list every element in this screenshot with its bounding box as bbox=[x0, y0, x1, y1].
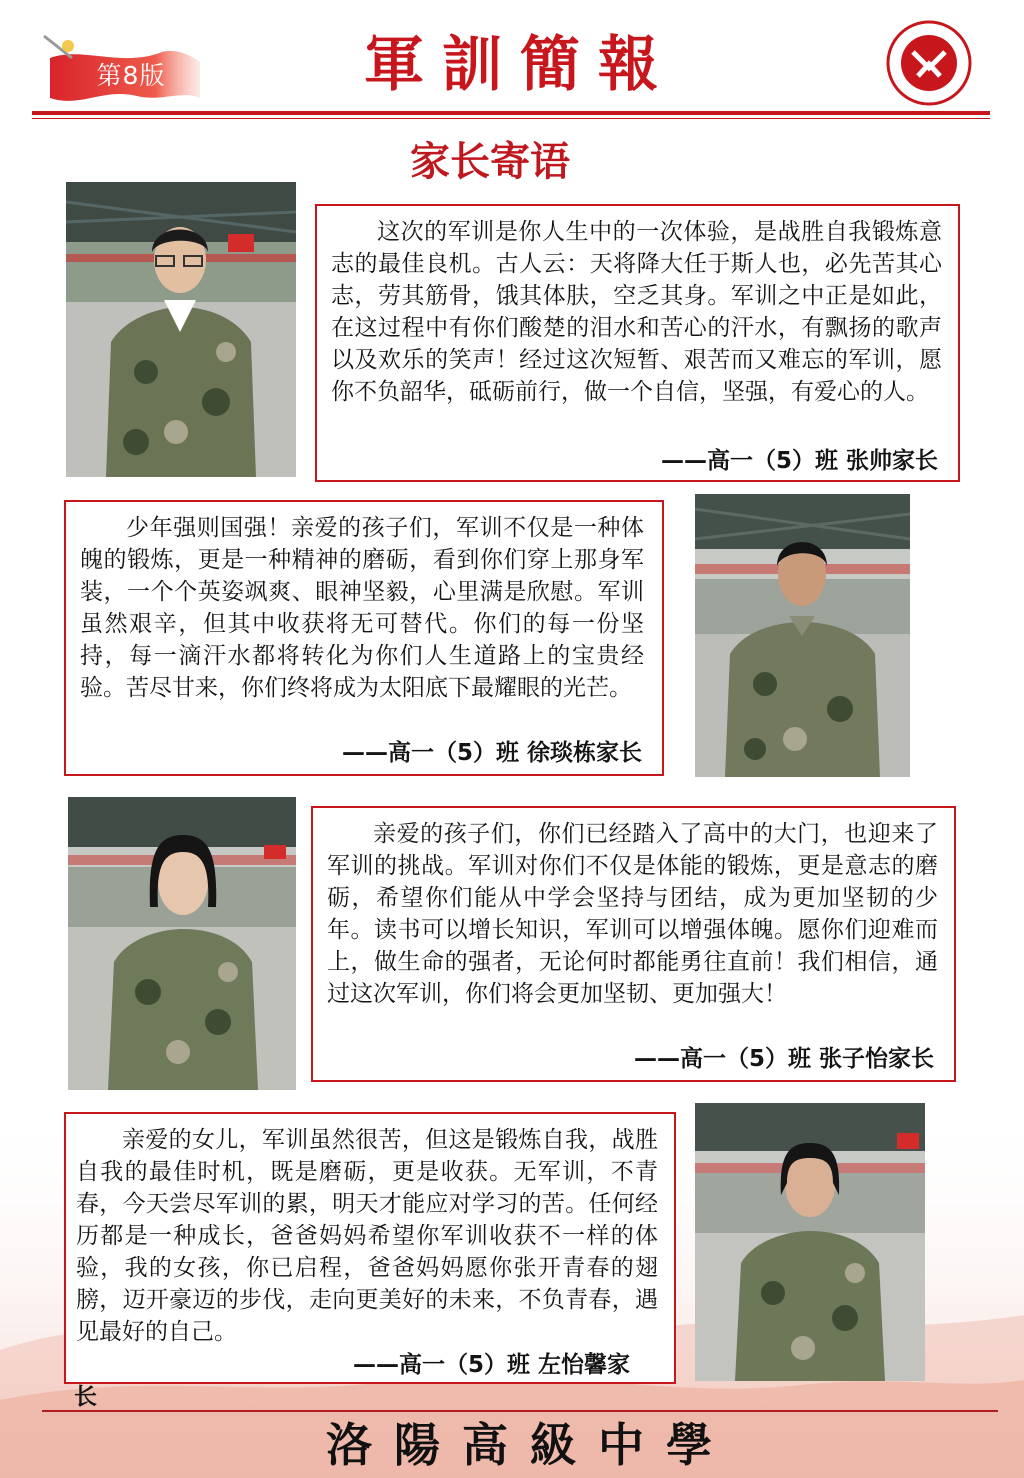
parent-message-box bbox=[311, 806, 956, 1082]
school-logo-icon bbox=[886, 20, 972, 106]
school-name: 洛陽高級中學 bbox=[326, 1418, 734, 1472]
message-signature: ——高一（5）班 张帅家长 bbox=[660, 448, 938, 474]
masthead-title: 軍訓簡報 bbox=[364, 30, 676, 100]
header-rule-thin bbox=[32, 118, 990, 119]
student-photo bbox=[695, 494, 910, 777]
student-photo bbox=[68, 797, 296, 1090]
header-rule bbox=[32, 111, 990, 115]
message-signature: ——高一（5）班 徐琰栋家长 bbox=[341, 740, 642, 766]
signature-overflow: 长 bbox=[74, 1384, 97, 1410]
message-signature: ——高一（5）班 张子怡家长 bbox=[633, 1046, 934, 1072]
message-text: 少年强则国强！亲爱的孩子们，军训不仅是一种体魄的锻炼，更是一种精神的磨砺，看到你们穿上那身军装，一个个英姿飒爽、眼神坚毅，心里满是欣慰。军训虽然艰辛，但其中收获将无可替代。你们的每一份坚持，每一滴汗水都将转化为你们人生道路上的宝贵经验。苦尽甘来，你们终将成为太阳底下最耀眼的光芒。 bbox=[80, 515, 644, 701]
message-text: 亲爱的女儿，军训虽然很苦，但这是锻炼自我，战胜自我的最佳时机，既是磨砺，更是收获。无军训，不青春，今天尝尽军训的累，明天才能应对学习的苦。任何经历都是一种成长，爸爸妈妈希望你军训收获不一样的体验，我的女孩，你已启程，爸爸妈妈愿你张开青春的翅膀，迈开豪迈的步伐，走向更美好的未来，不负青春，遇见最好的自己。 bbox=[76, 1127, 658, 1345]
student-photo bbox=[695, 1103, 925, 1381]
parent-message-box bbox=[315, 204, 960, 482]
message-text: 这次的军训是你人生中的一次体验，是战胜自我锻炼意志的最佳良机。古人云：天将降大任于斯人也，必先苦其心志，劳其筋骨，饿其体肤，空乏其身。军训之中正是如此，在这过程中有你们酸楚的泪水和苦心的汗水，有飘扬的歌声以及欢乐的笑声！经过这次短暂、艰苦而又难忘的军训，愿你不负韶华，砥砺前行，做一个自信，坚强，有爱心的人。 bbox=[331, 219, 942, 405]
parent-message-box bbox=[64, 1112, 676, 1384]
edition-label: 第8版 bbox=[96, 61, 166, 90]
message-text: 亲爱的孩子们，你们已经踏入了高中的大门，也迎来了军训的挑战。军训对你们不仅是体能的锻炼，更是意志的磨砺，希望你们能从中学会坚持与团结，成为更加坚韧的少年。读书可以增长知识，军训可以增强体魄。愿你们迎难而上，做生命的强者，无论何时都能勇往直前！我们相信，通过这次军训，你们将会更加坚韧、更加强大！ bbox=[327, 821, 938, 1007]
student-photo bbox=[66, 182, 296, 477]
parent-message-box bbox=[64, 500, 664, 776]
section-title: 家长寄语 bbox=[410, 139, 570, 185]
footer-rule bbox=[42, 1410, 998, 1412]
message-signature: ——高一（5）班 左怡馨家 bbox=[352, 1352, 630, 1378]
